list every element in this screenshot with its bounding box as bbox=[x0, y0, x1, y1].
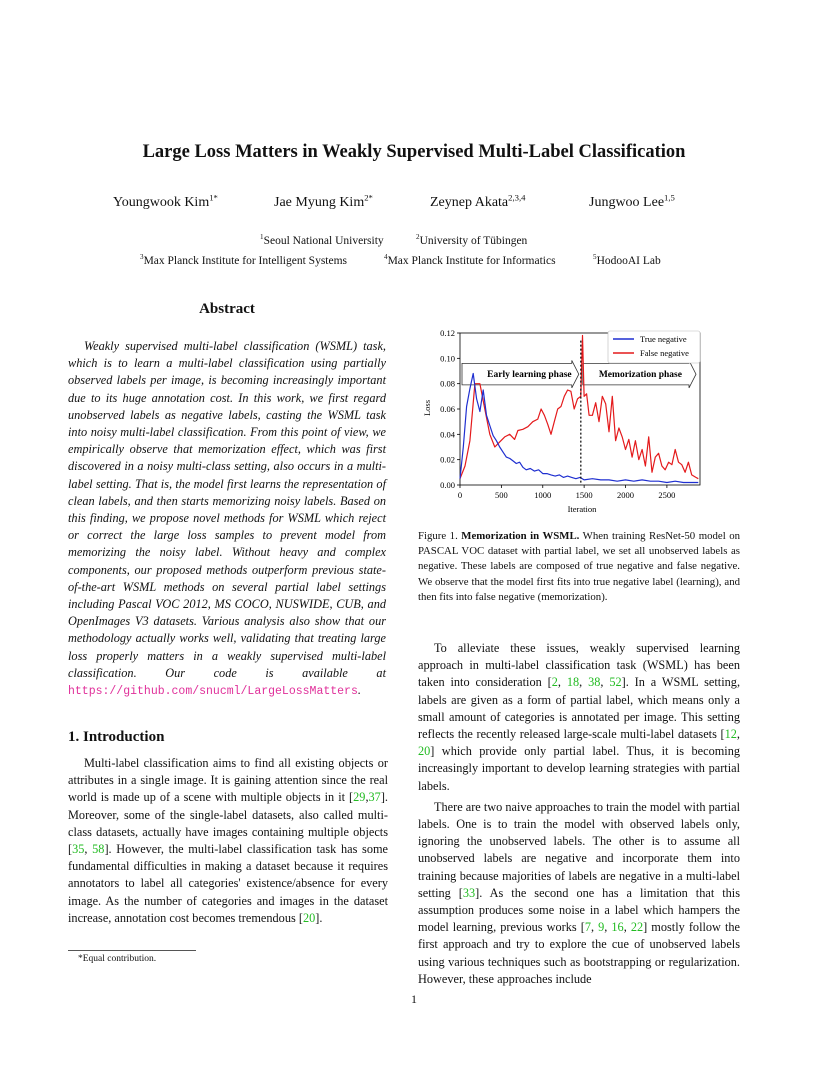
author-3: Zeynep Akata$^{2,3,4}$ bbox=[430, 192, 526, 210]
paragraph-naive-approaches: There are two naive approaches to train the model with partial labels. One is to train the model with observed labels only, ignoring the unobserved labels. The other is to assume all unobserved labels are negative and incorporate them into training because majorities of labels are negative in a multi-label setting [33]. As the second one has a limitation that this assumption produces some noise in a label which hampers the model learning, previous works [7, 9, 16, 22] mostly follow the first approach and try to explore the cue of unobserved labels using various techniques such as bootstrapping or regularization. However, these approaches include bbox=[418, 799, 741, 986]
affiliation-2: $^2$University of Tübingen bbox=[416, 233, 528, 247]
y-axis-label: Loss bbox=[422, 399, 432, 417]
y-tick-label: 0.04 bbox=[440, 429, 455, 440]
citation-link[interactable]: 38 bbox=[588, 675, 601, 690]
author-2: Jae Myung Kim$^{2*}$ bbox=[274, 192, 373, 210]
abstract-end: . bbox=[357, 683, 361, 698]
y-tick-label: 0.00 bbox=[440, 480, 455, 490]
author-4: Jungwoo Lee$^{1,5}$ bbox=[589, 192, 675, 210]
footnote: *Equal contribution. bbox=[78, 954, 157, 964]
citation-link[interactable]: 29 bbox=[353, 790, 366, 805]
caption-label: Figure 1. bbox=[418, 530, 458, 542]
y-axis bbox=[440, 328, 460, 490]
paragraph-wsml: To alleviate these issues, weakly supervised learning approach in multi-label classification task (WSML) has been taken into consideration [2, 18, 38, 52]. In a WSML setting, labels are given as a form of partial label, which means only a small amount of categories is annotated per image. This setting reflects the recently released large-scale multi-label datasets [12, 20] which provide only partial label. Thus, it is becoming increasingly important to develop learning strategies with partial labels. bbox=[418, 641, 741, 793]
citation-link[interactable]: 20 bbox=[418, 744, 431, 759]
affiliation-5: $^5$HodooAI Lab bbox=[593, 253, 661, 267]
citation-link[interactable]: 18 bbox=[566, 675, 580, 690]
author-1: Youngwook Kim$^{1*}$ bbox=[113, 192, 218, 210]
y-tick-label: 0.10 bbox=[440, 353, 455, 364]
y-tick-label: 0.02 bbox=[440, 454, 455, 465]
x-axis bbox=[458, 485, 676, 500]
x-tick-label: 1500 bbox=[575, 490, 593, 500]
phase-label-early: Early learning phase bbox=[487, 370, 572, 381]
abstract-text: Weakly supervised multi-label classification (WSML) task, which is to learn a multi-label classification using partially observed labels per image, is becoming increasingly important due to its huge annotation cost. In this work, we first regard unobserved labels as negative labels, casting the WSML task into noisy multi-label classification. From this point of view, we empirically observe that memorization effect, which was first discovered in a noisy multi-class setting, also occurs in a multi-label setting. That is, the model first learns the representation of clean labels, and then starts memorizing noisy labels. Based on this finding, we propose novel methods for WSML which reject or correct the large loss samples to prevent model from memorizing the noisy label. Without heavy and complex components, our proposed methods outperform previous state-of-the-art WSML methods on several partial label settings including Pascal VOC 2012, MS COCO, NUSWIDE, CUB, and OpenImages V3 datasets. Various analysis also show that our methodology actually works well, validating that treating large loss properly matters in a weakly supervised multi-label classification. Our code is available at bbox=[68, 339, 386, 680]
citation-link[interactable]: 52 bbox=[609, 675, 622, 690]
affiliation-3: $^3$Max Planck Institute for Intelligent Systems bbox=[140, 253, 348, 267]
citation-link[interactable]: 37 bbox=[368, 790, 381, 805]
citation-link[interactable]: 58 bbox=[92, 842, 105, 857]
citation-link[interactable]: 35 bbox=[72, 842, 85, 857]
y-tick-label: 0.06 bbox=[440, 404, 455, 414]
affiliation-4: $^4$Max Planck Institute for Informatics bbox=[384, 253, 556, 267]
affiliation-1: $^1$Seoul National University bbox=[260, 233, 384, 247]
citation-link[interactable]: 33 bbox=[462, 885, 476, 900]
x-tick-label: 2000 bbox=[617, 490, 635, 500]
citation-link[interactable]: 20 bbox=[302, 910, 316, 925]
citation-link[interactable]: 16 bbox=[611, 920, 624, 935]
x-tick-label: 0 bbox=[457, 490, 463, 500]
abstract-body bbox=[68, 338, 386, 700]
caption-title: Memorization in WSML. bbox=[461, 530, 580, 542]
intro-body bbox=[68, 755, 388, 927]
citation-link[interactable]: 7 bbox=[584, 920, 591, 935]
memorization-chart bbox=[418, 325, 740, 520]
citation-link[interactable]: 9 bbox=[598, 920, 605, 935]
phase-label-memorization: Memorization phase bbox=[598, 370, 682, 381]
code-url-link[interactable]: https://github.com/snucml/LargeLossMatters bbox=[68, 685, 358, 699]
intro-paragraph: Multi-label classification aims to find all existing objects or attributes in a single image. It is gaining attention since the real world is made up of a scene with multiple objects in it [29,37]. Moreover, some of the single-label datasets, also called multi-class datasets, actually have images containing multiple objects [35, 58]. However, the multi-label classification task has some fundamental difficulties in making a dataset because it requires annotators to label all categories' existence/absence for every image. As the number of categories and images in the dataset increase, annotation cost becomes tremendous [20]. bbox=[68, 756, 388, 925]
legend bbox=[608, 331, 700, 363]
intro-heading: 1. Introduction bbox=[68, 729, 165, 745]
legend-false-negative: False negative bbox=[640, 348, 689, 358]
y-tick-label: 0.12 bbox=[440, 328, 455, 338]
legend-true-negative: True negative bbox=[640, 334, 687, 344]
right-column-body bbox=[418, 640, 740, 988]
footnote-rule bbox=[68, 950, 196, 951]
y-tick-label: 0.08 bbox=[440, 378, 455, 389]
x-axis-label: Iteration bbox=[567, 504, 597, 514]
abstract-heading: Abstract bbox=[199, 301, 255, 317]
caption-text: When training ResNet-50 model on PASCAL VOC dataset with partial label, we set all unobserved labels as negative. These labels are composed of true negative and false negative. We observe that the model first fits into true negative label (learning), and then fits into false negative (memorization). bbox=[418, 530, 740, 603]
x-tick-label: 1000 bbox=[534, 490, 552, 500]
page-number: 1 bbox=[411, 992, 417, 1006]
citation-link[interactable]: 22 bbox=[630, 920, 644, 935]
paper-title: Large Loss Matters in Weakly Supervised Multi-Label Classification bbox=[142, 142, 686, 162]
x-tick-label: 500 bbox=[495, 490, 508, 500]
figure-caption bbox=[418, 529, 740, 605]
x-tick-label: 2500 bbox=[658, 490, 676, 500]
citation-link[interactable]: 2 bbox=[551, 675, 558, 690]
citation-link[interactable]: 12 bbox=[724, 727, 737, 742]
